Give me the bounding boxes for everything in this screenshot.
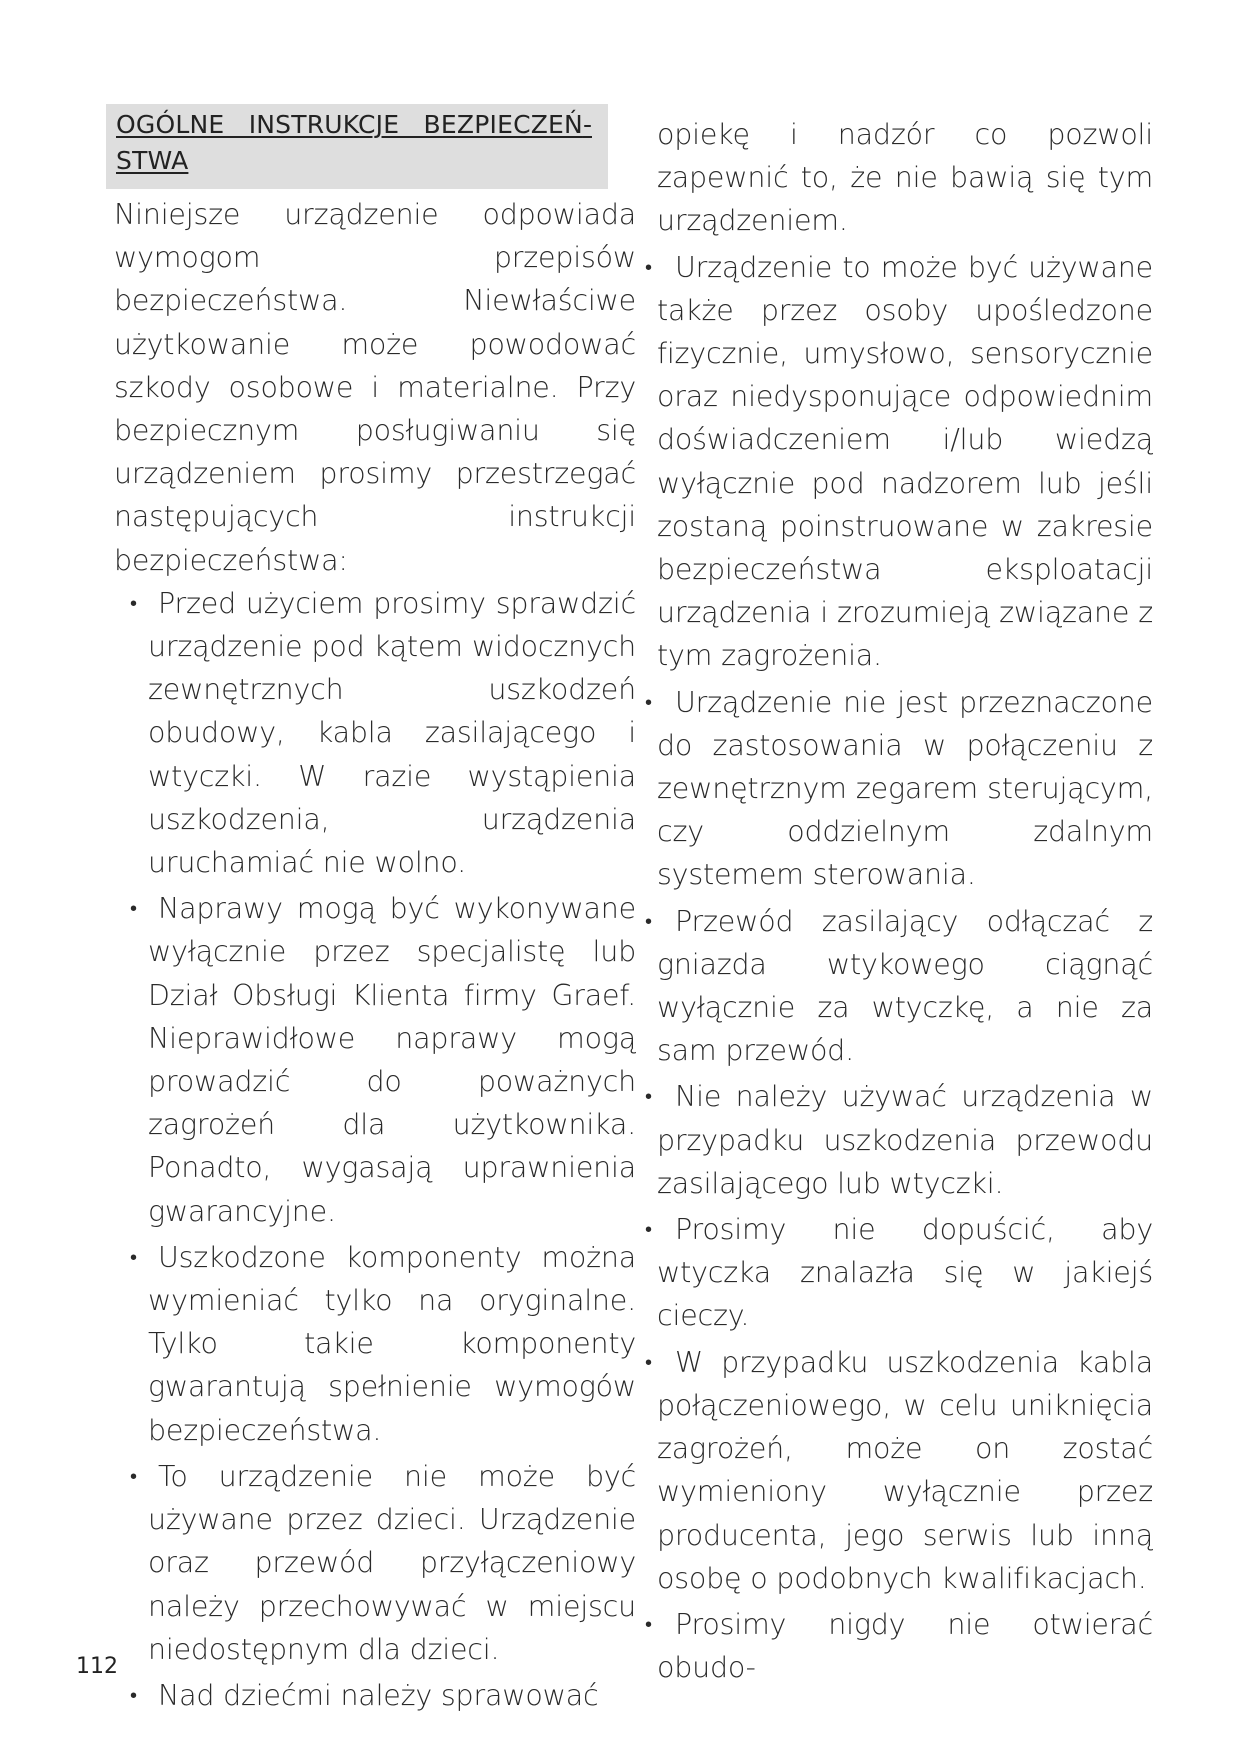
continuation-text: opiekę i nadzór co pozwoli zapewnić to, że nie bawią się tym urządzeniem. [657, 118, 1153, 238]
bullet-dot-icon: • [645, 254, 652, 279]
list-item [114, 1455, 636, 1671]
list-item [645, 246, 1153, 678]
section-heading: OGÓLNE INSTRUKCJE BEZPIECZEŃSTWA [116, 110, 592, 175]
list-item-text: To urządzenie nie może być używane przez dzieci. Urządzenie oraz przewód przyłączeniowy należy przechowywać w miejscu niedostępnym dla dzieci. [148, 1459, 636, 1666]
intro-paragraph: Niniejsze urządzenie odpowiada wymogom przepisów bezpieczeństwa. Niewłaściwe użytkowanie może powodować szkody osobowe i materialne. Przy bezpiecznym posługiwaniu się urządzeniem prosimy przestrzegać następujących instrukcji bezpieczeństwa: [114, 198, 636, 577]
left-bullet-list [114, 582, 636, 1717]
page-number: 112 [76, 1654, 118, 1679]
list-item-text: Przed użyciem prosimy sprawdzić urządzenie pod kątem widocznych zewnętrznych uszkodzeń obudowy, kabla zasilającego i wtyczki. W razie wystąpienia uszkodzenia, urządzenia uruchamiać nie wolno. [148, 586, 636, 880]
bullet-dot-icon: • [645, 1349, 652, 1374]
heading-box [106, 104, 608, 189]
list-item-text: Naprawy mogą być wykonywane wyłącznie przez specjalistę lub Dział Obsługi Klienta firmy Graef. Nieprawidłowe naprawy mogą prowadzić do poważnych zagrożeń dla użytkownika. Ponadto, wygasają uprawnienia gwarancyjne. [148, 892, 636, 1228]
bullet-dot-icon: • [130, 1244, 137, 1269]
list-item [645, 1603, 1153, 1689]
list-item [114, 1236, 636, 1452]
list-item [114, 1674, 636, 1717]
list-item [645, 1075, 1153, 1205]
bullet-dot-icon: • [130, 1463, 137, 1488]
list-item [645, 900, 1153, 1073]
list-item-text: Prosimy nigdy nie otwierać obudo- [657, 1607, 1153, 1685]
list-item [645, 1341, 1153, 1600]
bullet-dot-icon: • [645, 689, 652, 714]
list-item [114, 582, 636, 884]
bullet-dot-icon: • [645, 1217, 652, 1242]
bullet-dot-icon: • [130, 590, 137, 615]
bullet-dot-icon: • [645, 908, 652, 933]
bullet-dot-icon: • [645, 1611, 652, 1636]
list-item [114, 887, 636, 1233]
list-item-text: Urządzenie nie jest przeznaczone do zastosowania w połączeniu z zewnętrznym zegarem sterującym, czy oddzielnym zdalnym systemem sterowania. [657, 685, 1153, 892]
list-item-text: W przypadku uszkodzenia kabla połączeniowego, w celu uniknięcia zagrożeń, może on zostać wymieniony wyłącznie przez producenta, jego serwis lub inną osobę o podobnych kwalifikacjach. [657, 1345, 1153, 1595]
left-column [114, 104, 636, 1720]
list-item-text: Nie należy używać urządzenia w przypadku uszkodzenia przewodu zasilającego lub wtyczki. [657, 1080, 1153, 1200]
bullet-dot-icon: • [645, 1084, 652, 1109]
list-item [645, 1208, 1153, 1338]
list-item [645, 681, 1153, 897]
bullet-dot-icon: • [130, 1682, 137, 1707]
right-bullet-list [645, 246, 1153, 1690]
right-column [645, 113, 1153, 1692]
list-item-text: Przewód zasilający odłączać z gniazda wtykowego ciągnąć wyłącznie za wtyczkę, a nie za sam przewód. [657, 904, 1153, 1068]
list-item-text: Nad dziećmi należy sprawować [158, 1678, 599, 1712]
bullet-dot-icon: • [130, 896, 137, 921]
list-item-text: Uszkodzone komponenty można wymieniać tylko na oryginalne. Tylko takie komponenty gwarantują spełnienie wymogów bezpieczeństwa. [148, 1240, 636, 1447]
list-item-text: Urządzenie to może być używane także przez osoby upośledzone fizycznie, umysłowo, sensorycznie oraz niedysponujące odpowiednim doświadczeniem i/lub wiedzą wyłącznie pod nadzorem lub jeśli zostaną poinstruowane w zakresie bezpieczeństwa eksploatacji urządzenia i zrozumieją związane z tym zagrożenia. [657, 250, 1153, 673]
list-item-text: Prosimy nie dopuścić, aby wtyczka znalazła się w jakiejś cieczy. [657, 1213, 1153, 1333]
